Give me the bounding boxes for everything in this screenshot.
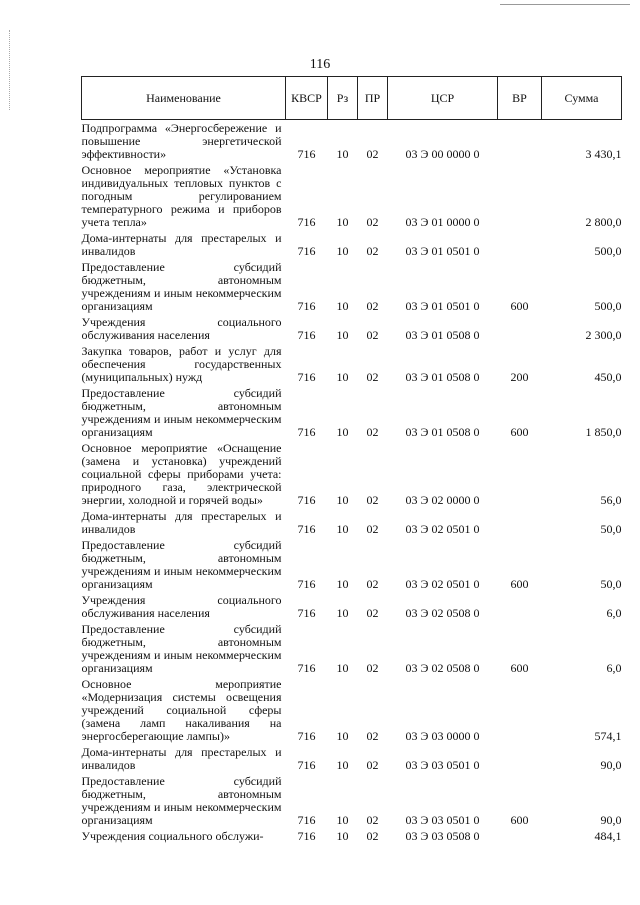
table-row [82,385,622,440]
table-row [82,537,622,592]
table-row [82,676,622,744]
row-name-cell: Основное мероприятие «Модернизация системы освещения учреждений социальной сферы (замена ламп накаливания на энергосберегающие лампы)» [81,677,282,743]
row-rz-cell: 10 [336,244,349,258]
row-name-cell: Дома-интернаты для престарелых и инвалидов [81,231,282,258]
row-pr-cell: 02 [366,606,379,620]
row-kvsr-cell: 716 [297,758,316,772]
row-vr-cell [498,440,542,508]
row-kvsr-cell: 716 [297,425,316,439]
table-row [82,592,622,621]
row-vr-cell [498,314,542,343]
row-csr-cell: 03 Э 02 0000 0 [405,493,480,507]
row-pr-cell: 02 [366,215,379,229]
row-sum-cell: 450,0 [594,370,622,384]
row-name-cell: Учреждения социального обслужи- [81,829,264,843]
row-csr-cell: 03 Э 01 0508 0 [405,370,480,384]
table-row [82,508,622,537]
table-row [82,230,622,259]
row-vr-cell: 600 [510,425,529,439]
row-csr-cell: 03 Э 01 0508 0 [405,425,480,439]
row-name-cell: Предоставление субсидий бюджетным, автономным учреждениям и иным некоммерческим организациям [81,538,282,591]
row-rz-cell: 10 [336,299,349,313]
row-vr-cell [498,162,542,230]
row-vr-cell: 600 [510,577,529,591]
row-kvsr-cell: 716 [297,577,316,591]
row-vr-cell: 600 [510,813,529,827]
table-row [82,343,622,385]
row-rz-cell: 10 [336,661,349,675]
budget-table [81,76,622,844]
row-pr-cell: 02 [366,299,379,313]
row-csr-cell: 03 Э 02 0501 0 [405,577,480,591]
row-kvsr-cell: 716 [297,813,316,827]
table-row [82,314,622,343]
row-name-cell: Подпрограмма «Энергосбережение и повышение энергетической эффективности» [81,121,282,161]
header-rz: Рз [328,77,358,120]
row-vr-cell [498,592,542,621]
table-header-row [82,77,622,120]
row-csr-cell: 03 Э 03 0501 0 [405,758,480,772]
row-csr-cell: 03 Э 03 0501 0 [405,813,480,827]
row-sum-cell: 3 430,1 [585,147,622,161]
row-name-cell: Предоставление субсидий бюджетным, автономным учреждениям и иным некоммерческим организациям [81,774,282,827]
row-kvsr-cell: 716 [297,522,316,536]
row-sum-cell: 6,0 [606,661,622,675]
row-rz-cell: 10 [336,328,349,342]
scan-edge-mark [500,4,630,5]
row-kvsr-cell: 716 [297,147,316,161]
row-vr-cell [498,508,542,537]
row-name-cell: Учреждения социального обслуживания населения [81,593,282,620]
row-name-cell: Основное мероприятие «Оснащение (замена и установка) учреждений социальной сферы приборами учета: природного газа, электрической энергии, холодной и горячей воды» [81,441,282,507]
row-pr-cell: 02 [366,493,379,507]
row-name-cell: Закупка товаров, работ и услуг для обеспечения государственных (муниципальных) нужд [81,344,282,384]
table-row [82,773,622,828]
row-rz-cell: 10 [336,425,349,439]
row-sum-cell: 1 850,0 [585,425,622,439]
row-kvsr-cell: 716 [297,370,316,384]
row-kvsr-cell: 716 [297,299,316,313]
row-vr-cell: 600 [510,661,529,675]
header-kvsr: КВСР [286,77,328,120]
row-csr-cell: 03 Э 02 0508 0 [405,606,480,620]
row-csr-cell: 03 Э 01 0508 0 [405,328,480,342]
row-name-cell: Предоставление субсидий бюджетным, автономным учреждениям и иным некоммерческим организациям [81,386,282,439]
row-pr-cell: 02 [366,328,379,342]
row-name-cell: Предоставление субсидий бюджетным, автономным учреждениям и иным некоммерческим организациям [81,260,282,313]
table-row [82,744,622,773]
row-vr-cell [498,676,542,744]
table-row [82,621,622,676]
row-kvsr-cell: 716 [297,215,316,229]
row-csr-cell: 03 Э 02 0501 0 [405,522,480,536]
row-sum-cell: 6,0 [606,606,622,620]
row-pr-cell: 02 [366,813,379,827]
header-vr: ВР [498,77,542,120]
table-row [82,162,622,230]
row-csr-cell: 03 Э 00 0000 0 [405,147,480,161]
row-csr-cell: 03 Э 02 0508 0 [405,661,480,675]
row-kvsr-cell: 716 [297,829,316,843]
row-sum-cell: 574,1 [594,729,622,743]
row-rz-cell: 10 [336,577,349,591]
row-vr-cell: 200 [510,370,529,384]
header-sum: Сумма [542,77,622,120]
row-kvsr-cell: 716 [297,661,316,675]
row-sum-cell: 2 800,0 [585,215,622,229]
row-kvsr-cell: 716 [297,493,316,507]
row-pr-cell: 02 [366,425,379,439]
row-kvsr-cell: 716 [297,244,316,258]
row-pr-cell: 02 [366,244,379,258]
row-csr-cell: 03 Э 03 0000 0 [405,729,480,743]
row-pr-cell: 02 [366,661,379,675]
header-pr: ПР [358,77,388,120]
row-kvsr-cell: 716 [297,606,316,620]
row-pr-cell: 02 [366,147,379,161]
row-rz-cell: 10 [336,606,349,620]
row-rz-cell: 10 [336,493,349,507]
row-kvsr-cell: 716 [297,729,316,743]
row-rz-cell: 10 [336,813,349,827]
row-vr-cell [498,828,542,844]
table-row [82,440,622,508]
row-vr-cell [498,744,542,773]
row-rz-cell: 10 [336,147,349,161]
row-csr-cell: 03 Э 01 0000 0 [405,215,480,229]
table-row [82,828,622,844]
row-csr-cell: 03 Э 03 0508 0 [405,829,480,843]
row-csr-cell: 03 Э 01 0501 0 [405,244,480,258]
row-sum-cell: 90,0 [600,813,622,827]
row-pr-cell: 02 [366,370,379,384]
row-rz-cell: 10 [336,758,349,772]
header-csr: ЦСР [388,77,498,120]
row-sum-cell: 2 300,0 [585,328,622,342]
row-pr-cell: 02 [366,729,379,743]
row-name-cell: Дома-интернаты для престарелых и инвалидов [81,509,282,536]
row-rz-cell: 10 [336,522,349,536]
row-rz-cell: 10 [336,370,349,384]
row-sum-cell: 500,0 [594,299,622,313]
row-vr-cell [498,230,542,259]
row-sum-cell: 56,0 [600,493,622,507]
row-rz-cell: 10 [336,729,349,743]
row-rz-cell: 10 [336,215,349,229]
table-row [82,259,622,314]
row-sum-cell: 484,1 [594,829,622,843]
table-row [82,120,622,163]
row-vr-cell [498,120,542,163]
row-vr-cell: 600 [510,299,529,313]
header-name: Наименование [82,77,286,120]
row-pr-cell: 02 [366,829,379,843]
row-sum-cell: 500,0 [594,244,622,258]
row-pr-cell: 02 [366,758,379,772]
row-kvsr-cell: 716 [297,328,316,342]
row-sum-cell: 90,0 [600,758,622,772]
row-name-cell: Предоставление субсидий бюджетным, автономным учреждениям и иным некоммерческим организациям [81,622,282,675]
row-name-cell: Основное мероприятие «Установка индивидуальных тепловых пунктов с погодным регулированием температурного режима и приборов учета тепла» [81,163,282,229]
row-pr-cell: 02 [366,577,379,591]
row-name-cell: Дома-интернаты для престарелых и инвалидов [81,745,282,772]
row-sum-cell: 50,0 [600,577,622,591]
row-rz-cell: 10 [336,829,349,843]
row-name-cell: Учреждения социального обслуживания населения [81,315,282,342]
page-number: 116 [309,57,331,72]
row-sum-cell: 50,0 [600,522,622,536]
row-csr-cell: 03 Э 01 0501 0 [405,299,480,313]
row-pr-cell: 02 [366,522,379,536]
